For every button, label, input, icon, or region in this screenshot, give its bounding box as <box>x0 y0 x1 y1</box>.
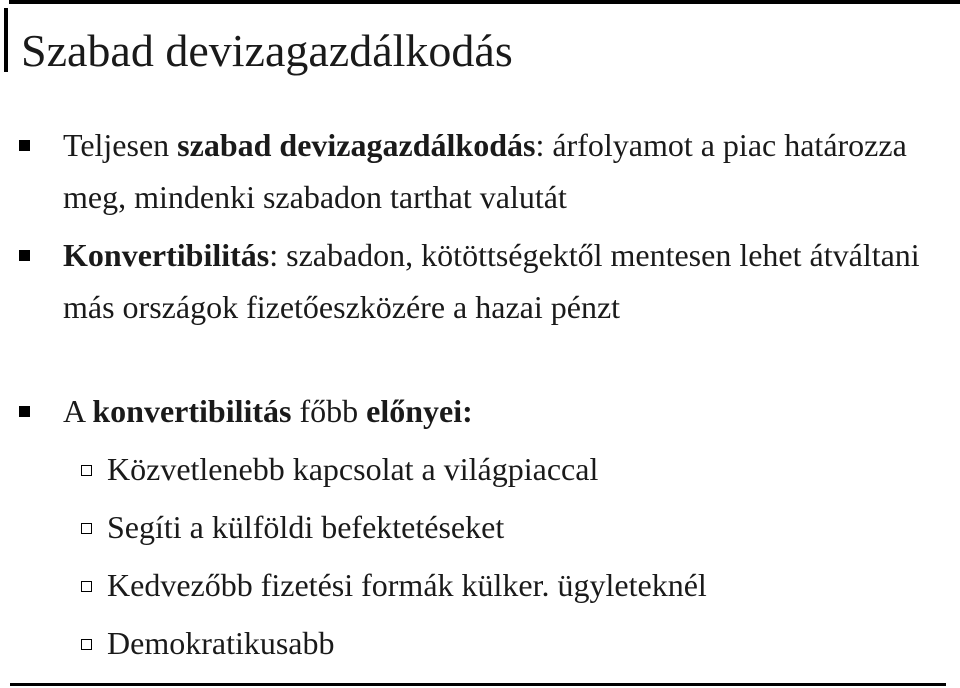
square-bullet-icon <box>19 140 30 151</box>
hollow-square-bullet-icon <box>81 523 92 534</box>
hollow-square-bullet-icon <box>81 639 92 650</box>
slide-title: Szabad devizagazdálkodás <box>21 25 513 76</box>
bullet-item-2: Konvertibilitás: szabadon, kötöttségektől mentesen lehet átváltani más országok fizetőeszközére a hazai pénzt <box>63 229 943 333</box>
sub-bullet-item-3: Kedvezőbb fizetési formák külker. ügyleteknél <box>107 559 947 611</box>
square-bullet-icon <box>19 250 30 261</box>
hollow-square-bullet-icon <box>81 581 92 592</box>
left-border-line <box>4 8 8 72</box>
bullet-item-3: A konvertibilitás főbb előnyei: <box>63 385 943 437</box>
bottom-border-line <box>10 683 946 686</box>
sub-bullet-item-1: Közvetlenebb kapcsolat a világpiaccal <box>107 443 947 495</box>
bullet-item-1: Teljesen szabad devizagazdálkodás: árfolyamot a piac határozza meg, mindenki szabadon tarthat valutát <box>63 119 943 223</box>
sub-bullet-item-2: Segíti a külföldi befektetéseket <box>107 501 947 553</box>
top-border-line <box>9 0 960 4</box>
sub-bullet-item-4: Demokratikusabb <box>107 617 947 669</box>
hollow-square-bullet-icon <box>81 465 92 476</box>
square-bullet-icon <box>19 406 30 417</box>
